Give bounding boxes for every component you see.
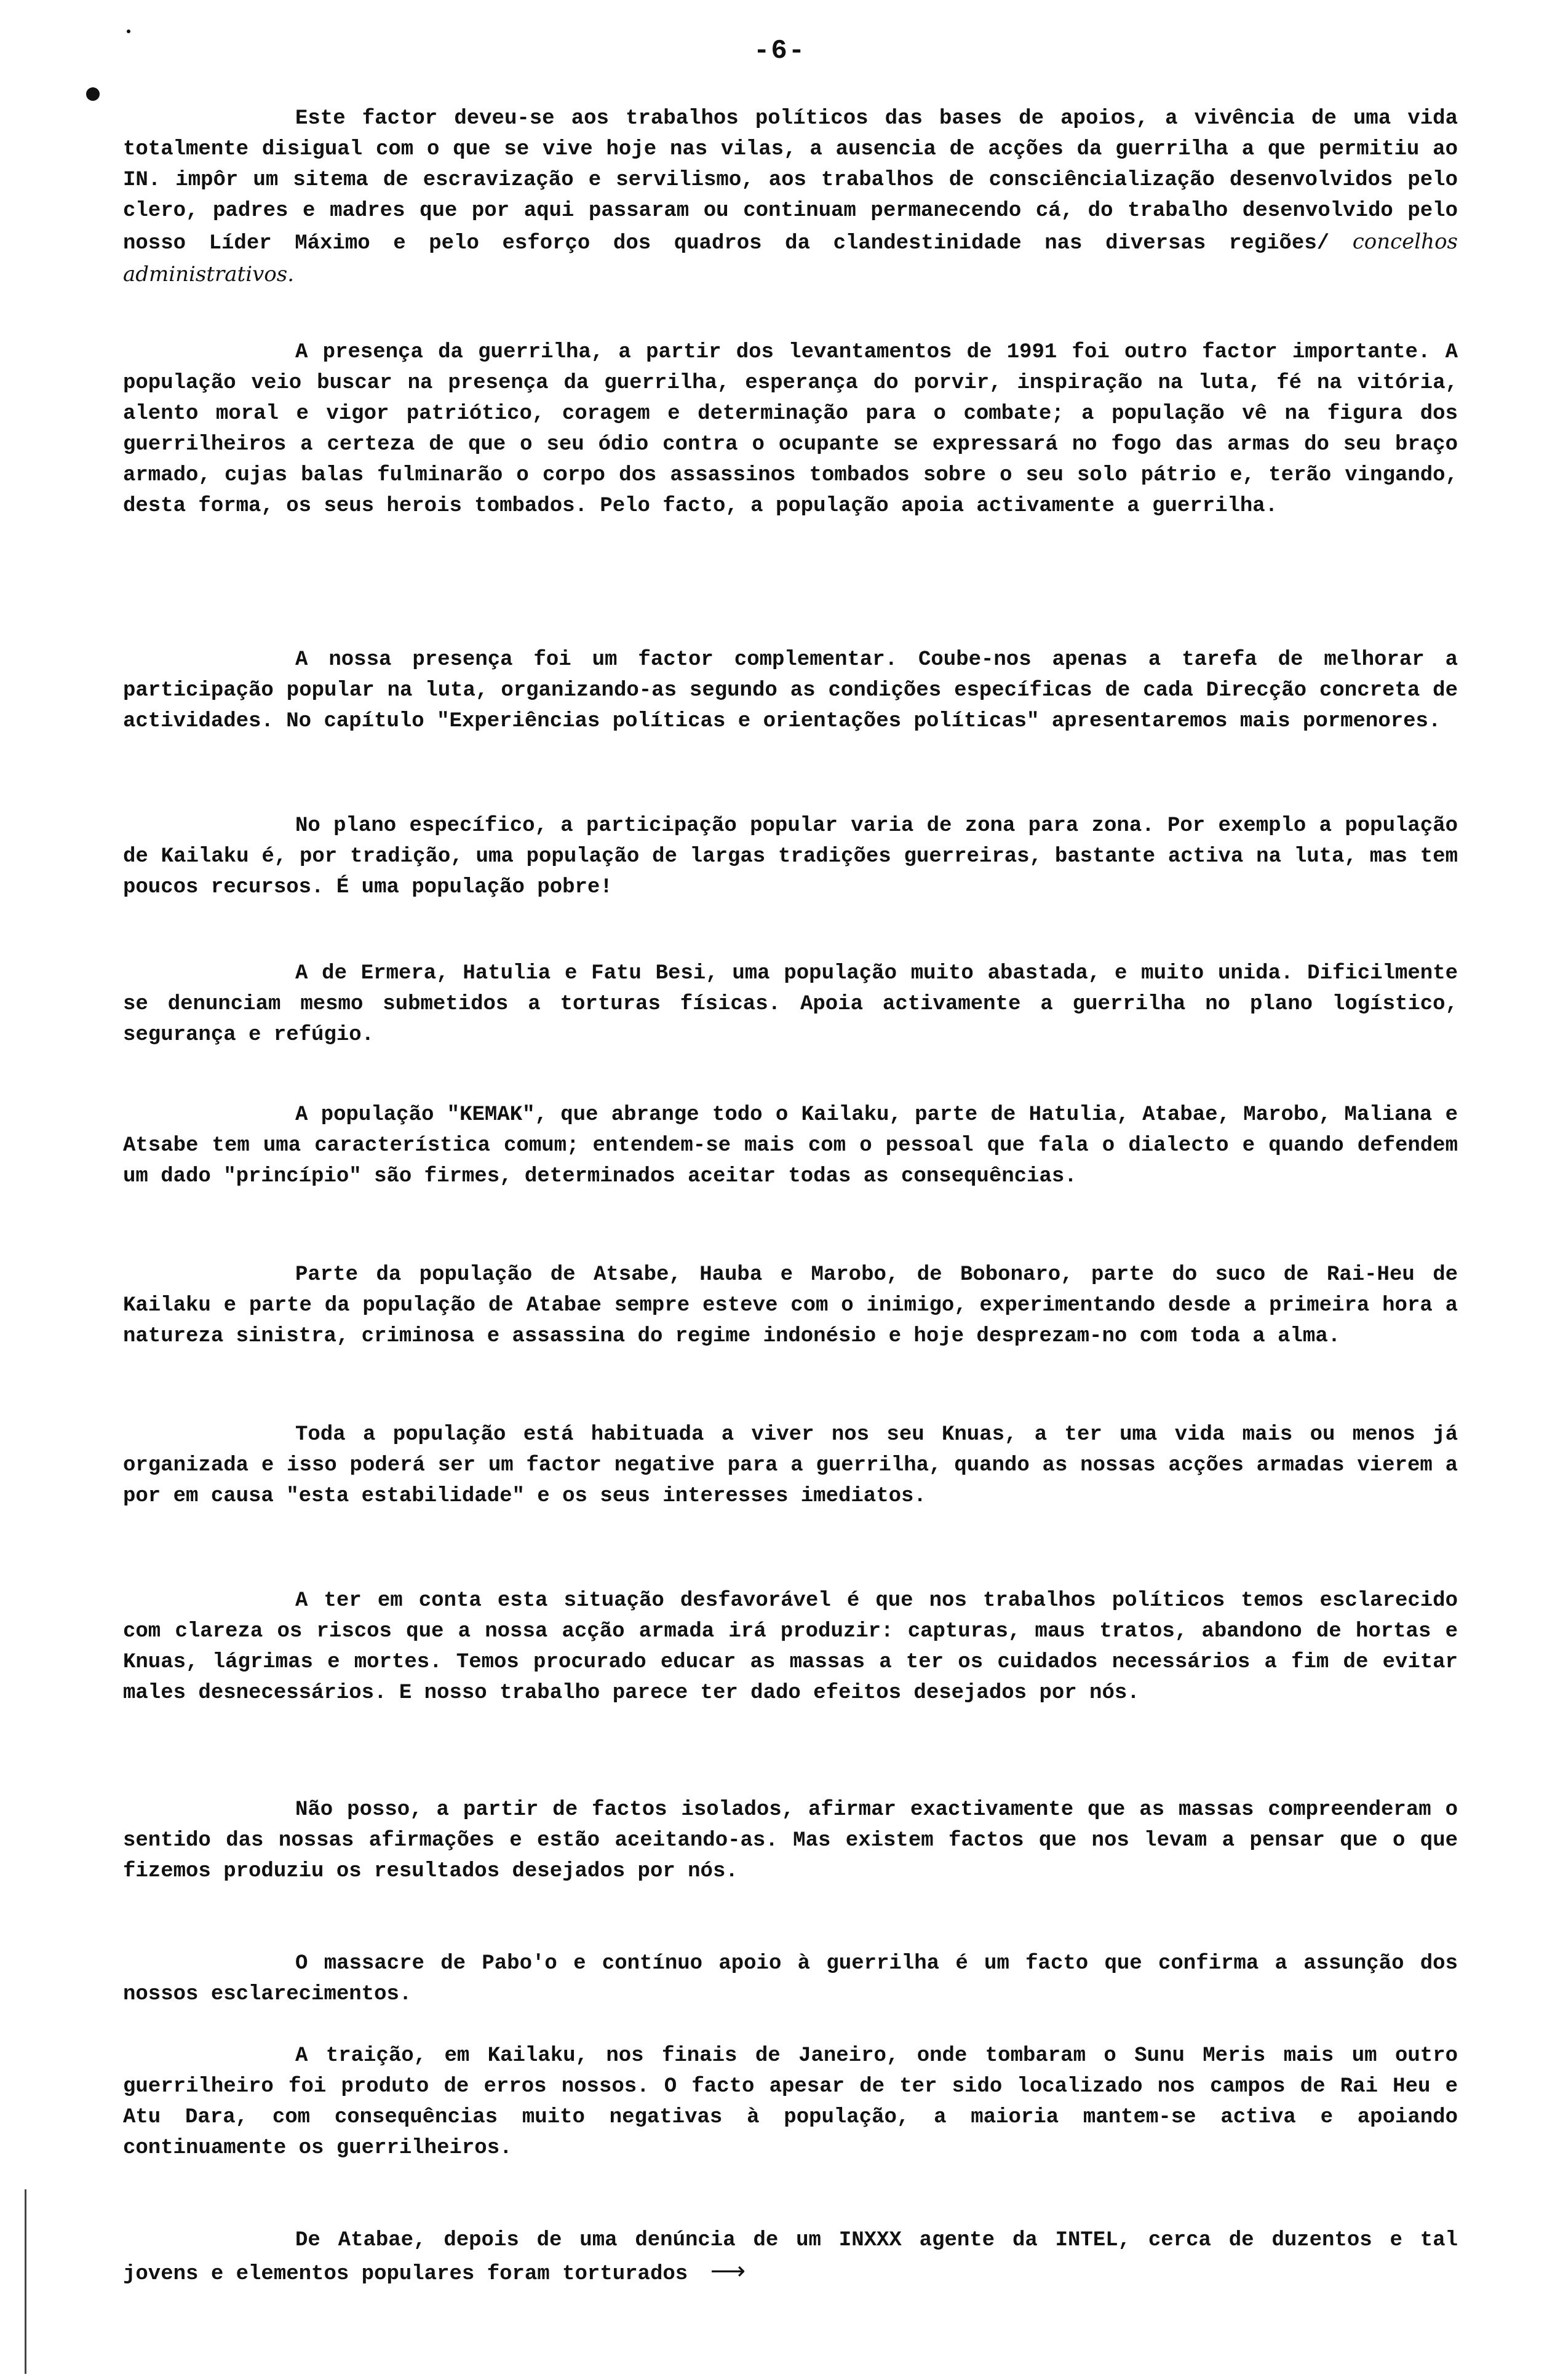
paragraph-9 [123, 1585, 1458, 1708]
paragraph-9-text: A ter em conta esta situação desfavorável é que nos trabalhos políticos temos esclarecido com clareza os riscos que a nossa acção armada irá produzir: capturas, maus tratos, abandono de hortas e Knuas, lágrimas e mortes. Temos procurado educar as massas a ter os cuidados necessários a fim de evitar males desnecessários. E nosso trabalho parece ter dado efeitos desejados por nós. [123, 1589, 1458, 1705]
paragraph-5 [123, 958, 1458, 1050]
paragraph-3-text: A nossa presença foi um factor complementar. Coube-nos apenas a tarefa de melhorar a participação popular na luta, organizando-as segundo as condições específicas de cada Direcção concreta de actividades. No capítulo "Experiências políticas e orientações políticas" apresentaremos mais pormenores. [123, 648, 1458, 733]
paragraph-11-text: O massacre de Pabo'o e contínuo apoio à guerrilha é um facto que confirma a assunção dos nossos esclarecimentos. [123, 1952, 1458, 2006]
handwritten-note: concelhos administrativos. [123, 229, 1458, 287]
ink-dot [127, 30, 130, 33]
paragraph-1 [123, 103, 1458, 292]
paragraph-12-text: A traição, em Kailaku, nos finais de Janeiro, onde tombaram o Sunu Meris mais um outro guerrilheiro foi produto de erros nossos. O facto apesar de ter sido localizado nos campos de Rai Heu e Atu Dara, com consequências muito negativas à população, a maioria mantem-se activa e apoiando continuamente os guerrilheiros. [123, 2044, 1458, 2160]
paragraph-10 [123, 1795, 1458, 1887]
ink-blot [86, 87, 100, 101]
paragraph-2 [123, 337, 1458, 522]
paragraph-5-text: A de Ermera, Hatulia e Fatu Besi, uma população muito abastada, e muito unida. Dificilmente se denunciam mesmo submetidos a torturas físicas. Apoia activamente a guerrilha no plano logístico, segurança e refúgio. [123, 962, 1458, 1047]
paragraph-11 [123, 1948, 1458, 2010]
paragraph-6 [123, 1100, 1458, 1192]
continuation-arrow-icon: ⟶ [710, 2257, 746, 2285]
paragraph-13 [123, 2225, 1458, 2290]
scan-edge-line [25, 2189, 26, 2374]
paragraph-6-text: A população "KEMAK", que abrange todo o Kailaku, parte de Hatulia, Atabae, Marobo, Maliana e Atsabe tem uma característica comum; entendem-se mais com o pessoal que fala o dialecto e quando defendem um dado "princípio" são firmes, determinados aceitar todas as consequências. [123, 1103, 1458, 1188]
paragraph-8 [123, 1419, 1458, 1512]
paragraph-7 [123, 1259, 1458, 1352]
paragraph-1-text: Este factor deveu-se aos trabalhos políticos das bases de apoios, a vivência de uma vida totalmente disigual com o que se vive hoje nas vilas, a ausencia de acções da guerrilha a que permitiu ao IN. impôr um sitema de escravização e servilismo, aos trabalhos de consciêncialização desenvolvidos pelo clero, padres e madres que por aqui passaram ou continuam permanecendo cá, do trabalho desenvolvido pelo nosso Líder Máximo e pelo esforço dos quadros da clandestinidade nas diversas regiões/ [123, 107, 1458, 255]
paragraph-7-text: Parte da população de Atsabe, Hauba e Marobo, de Bobonaro, parte do suco de Rai-Heu de Kailaku e parte da população de Atabae sempre esteve com o inimigo, experimentando desde a primeira hora a natureza sinistra, criminosa e assassina do regime indonésio e hoje desprezam-no com toda a alma. [123, 1263, 1458, 1348]
paragraph-4-text: No plano específico, a participação popular varia de zona para zona. Por exemplo a população de Kailaku é, por tradição, uma população de largas tradições guerreiras, bastante activa na luta, mas tem poucos recursos. É uma população pobre! [123, 814, 1458, 899]
paragraph-2-text: A presença da guerrilha, a partir dos levantamentos de 1991 foi outro factor importante. A população veio buscar na presença da guerrilha, esperança do porvir, inspiração na luta, fé na vitória, alento moral e vigor patriótico, coragem e determinação para o combate; a população vê na figura dos guerrilheiros a certeza de que o seu ódio contra o ocupante se expressará no fogo das armas do seu braço armado, cujas balas fulminarão o corpo dos assassinos tombados sobre o seu solo pátrio e, terão vingando, desta forma, os seus herois tombados. Pelo facto, a população apoia activamente a guerrilha. [123, 341, 1458, 518]
paragraph-3 [123, 645, 1458, 737]
page-number: -6- [754, 36, 806, 66]
paragraph-10-text: Não posso, a partir de factos isolados, afirmar exactivamente que as massas compreenderam o sentido das nossas afirmações e estão aceitando-as. Mas existem factos que nos levam a pensar que o que fizemos produziu os resultados desejados por nós. [123, 1798, 1458, 1883]
paragraph-8-text: Toda a população está habituada a viver nos seu Knuas, a ter uma vida mais ou menos já organizada e isso poderá ser um factor negative para a guerrilha, quando as nossas acções armadas vierem a por em causa "esta estabilidade" e os seus interesses imediatos. [123, 1423, 1458, 1508]
paragraph-4 [123, 811, 1458, 903]
paragraph-12 [123, 2041, 1458, 2164]
paragraph-13-text: De Atabae, depois de uma denúncia de um INXXX agente da INTEL, cerca de duzentos e tal jovens e elementos populares foram torturados [123, 2229, 1458, 2286]
